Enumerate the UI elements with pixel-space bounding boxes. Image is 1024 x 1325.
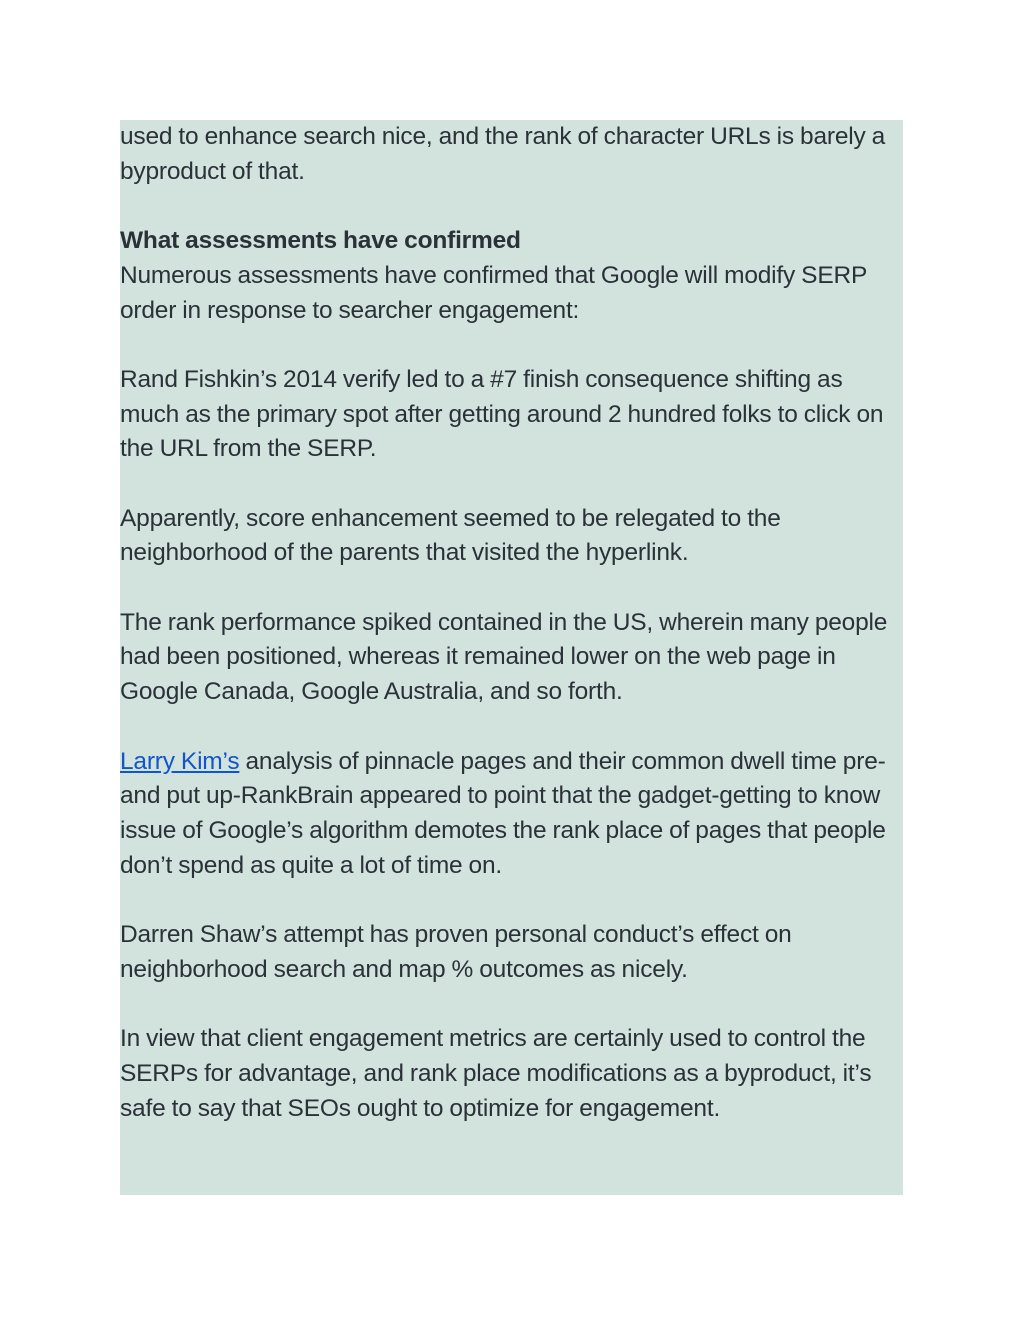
kim-paragraph-text: analysis of pinnacle pages and their common dwell time pre-and put up-RankBrain appeared to point that the gadget-getting to know issue of Google’s algorithm demotes the rank place of pages that people don’t spend as quite a lot of time on. xyxy=(120,747,886,879)
section-intro-paragraph: Numerous assessments have confirmed that Google will modify SERP order in response to searcher engagement: xyxy=(120,261,867,324)
paragraph-gap xyxy=(120,189,903,224)
paragraph-gap xyxy=(120,467,903,502)
shaw-paragraph: Darren Shaw’s attempt has proven personal conduct’s effect on neighborhood search and map % outcomes as nicely. xyxy=(120,921,792,983)
rank-performance-paragraph: The rank performance spiked contained in the US, wherein many people had been positioned, whereas it remained lower on the web page in Google Canada, Google Australia, and so forth. xyxy=(120,608,888,706)
conclusion-paragraph: In view that client engagement metrics are certainly used to control the SERPs for advantage, and rank place modifications as a byproduct, it’s safe to say that SEOs ought to optimize for engagement. xyxy=(120,1025,872,1122)
intro-paragraph: used to enhance search nice, and the rank of character URLs is barely a byproduct of that. xyxy=(120,123,886,185)
fishkin-paragraph: Rand Fishkin’s 2014 verify led to a #7 finish consequence shifting as much as the primary spot after getting around 2 hundred folks to click on the URL from the SERP. xyxy=(120,365,884,463)
kim-paragraph xyxy=(120,745,903,884)
paragraph-gap xyxy=(120,328,903,363)
paragraph-gap xyxy=(120,710,903,745)
larry-kim-link[interactable]: Larry Kim’s xyxy=(120,747,240,775)
apparently-paragraph: Apparently, score enhancement seemed to be relegated to the neighborhood of the parents that visited the hyperlink. xyxy=(120,504,781,567)
paragraph-gap xyxy=(120,987,903,1022)
paragraph-gap xyxy=(120,883,903,918)
highlighted-content-block xyxy=(120,120,903,1195)
section-heading: What assessments have confirmed xyxy=(120,227,521,255)
paragraph-gap xyxy=(120,571,903,606)
